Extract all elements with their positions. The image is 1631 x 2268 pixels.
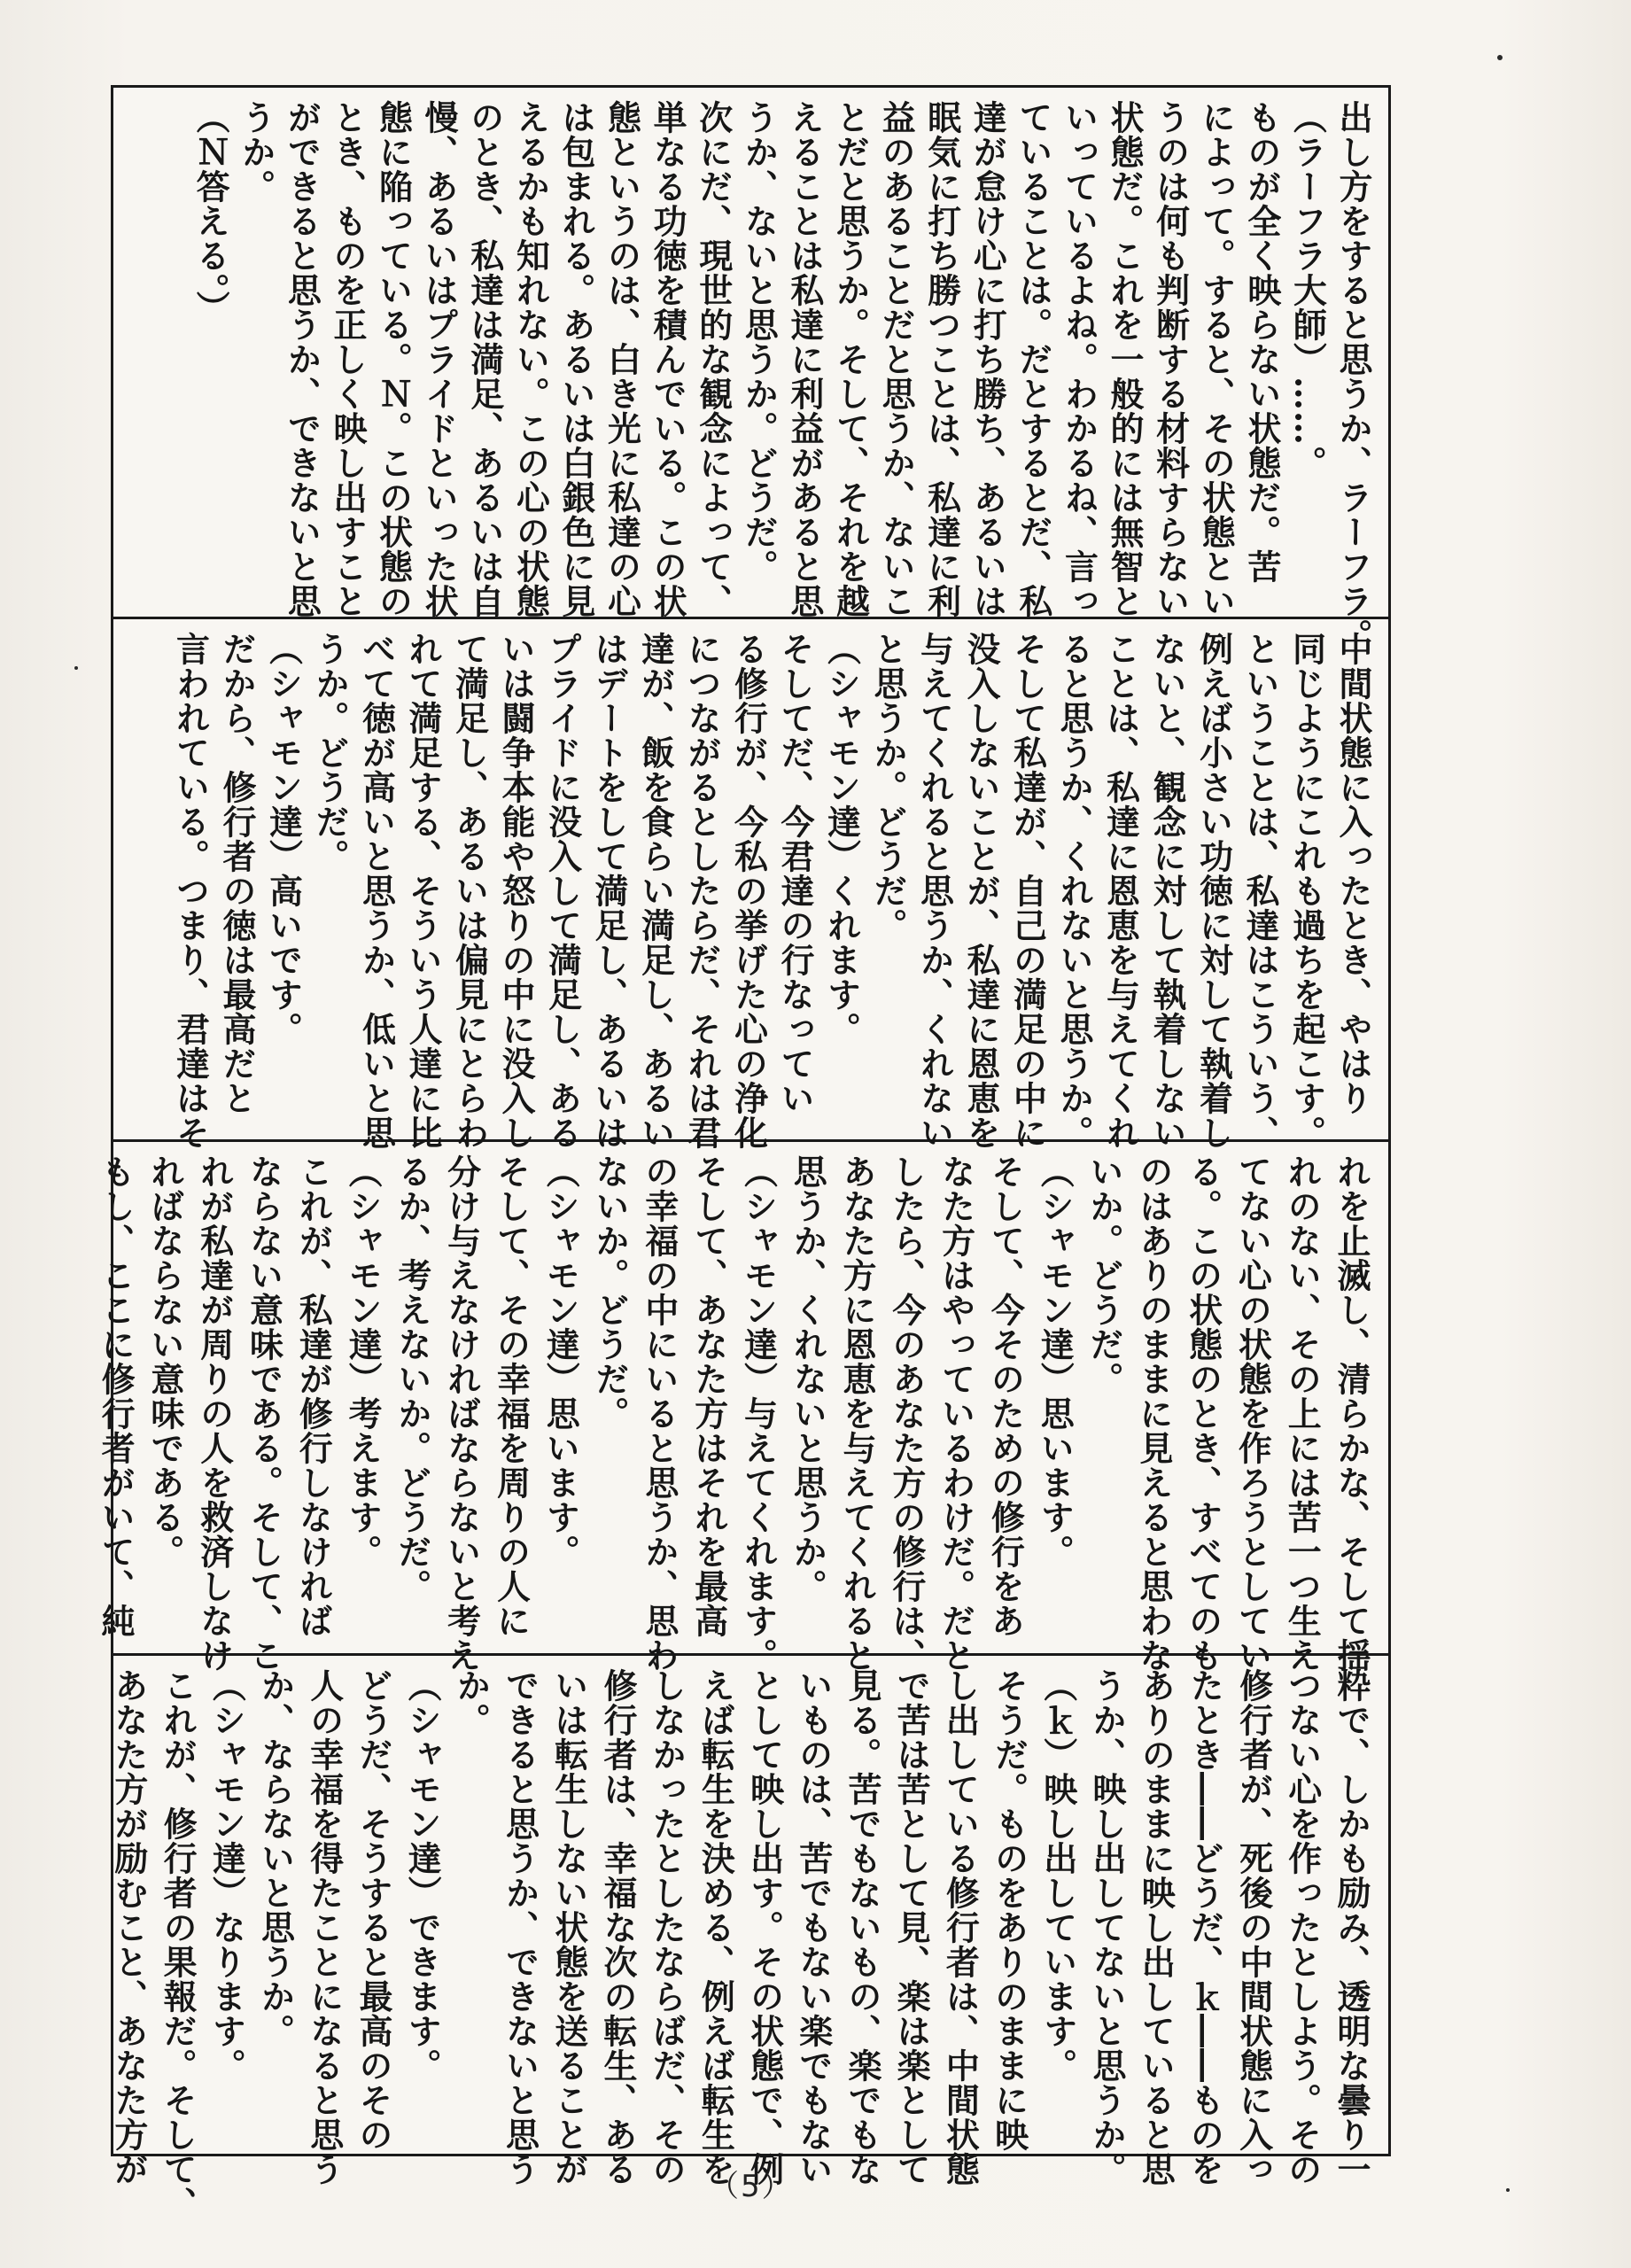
text-line: ればならない意味である。 — [144, 1154, 185, 1569]
text-block-3 — [96, 1142, 1388, 1673]
text-line: いか。どうだ。 — [1084, 1154, 1125, 1396]
text-line: あなた方が励むこと、あなた方が — [108, 1668, 149, 2186]
text-line: として映し出す。その状態で、例 — [744, 1668, 785, 2186]
text-line: だから、修行者の徳は最高だと — [217, 632, 257, 1115]
text-line: につながるとしたらだ、それは君 — [682, 632, 722, 1150]
text-line: ていることは。だとするとだ、私 — [1013, 100, 1053, 618]
text-line: 出し方をすると思うか、ラーフラ。 — [1333, 100, 1373, 653]
text-line: れのない、その上には苦一つ生え — [1282, 1154, 1323, 1673]
text-line: 与えてくれると思うか、くれない — [914, 632, 955, 1150]
scan-speck — [1506, 2188, 1510, 2192]
text-line: もし、ここに修行者がいて、純 — [96, 1154, 136, 1638]
text-line: 見る。苦でもないもの、楽でもな — [842, 1668, 882, 2186]
text-line: 人の幸福を得たことになると思う — [304, 1668, 345, 2186]
text-line: 慢、あるいはプライドといった状 — [419, 100, 460, 618]
scan-speck — [1497, 55, 1503, 60]
text-line: （シャモン達）くれます。 — [821, 632, 862, 1046]
text-line: そしてだ、今君達の行なってい — [775, 632, 815, 1115]
text-line: る修行が、今私の挙げた心の浄化 — [728, 632, 769, 1150]
text-line: の幸福の中にいると思うか、思わ — [639, 1154, 680, 1673]
text-line: したら、今のあなた方の修行は、 — [886, 1154, 927, 1673]
text-line: そして、その幸福を周りの人に — [491, 1154, 532, 1638]
text-line: これが、私達が修行しなければ — [293, 1154, 334, 1638]
vertical-text — [122, 632, 1376, 1150]
text-line: （シャモン達）できます。 — [402, 1668, 443, 2083]
text-line: 次にだ、現世的な観念によって、 — [693, 100, 734, 618]
text-line: ると思うか、くれないと思うか。 — [1054, 632, 1094, 1150]
text-line: （ラーフラ大師）……。 — [1287, 100, 1328, 480]
text-line: （ｋ）映し出しています。 — [1037, 1668, 1078, 2083]
text-line: 達が怠け心に打ち勝ち、あるいは — [967, 100, 1008, 618]
text-line: あなた方に恩恵を与えてくれると — [837, 1154, 878, 1673]
text-line: るか、考えないか。どうだ。 — [392, 1154, 432, 1604]
text-line: （シャモン達）高いです。 — [263, 632, 304, 1046]
text-line: 同じようにこれも過ちを起こす。 — [1286, 632, 1327, 1150]
text-line: 中間状態に入ったとき、やはり — [1333, 632, 1373, 1115]
text-line: れを止滅し、清らかな、そして揺 — [1332, 1154, 1371, 1673]
text-line: る。この状態のとき、すべてのも — [1183, 1154, 1223, 1673]
vertical-text — [108, 1668, 1376, 2221]
text-line: 達が、飯を食らい満足し、あるい — [635, 632, 676, 1150]
text-line: 単なる功徳を積んでいる。この状 — [648, 100, 688, 618]
text-line: ないと、観念に対して執着しない — [1147, 632, 1187, 1150]
text-line: えることは私達に利益があると思 — [784, 100, 825, 618]
text-line: 益のあることだと思うか、ないこ — [876, 100, 917, 618]
text-block-1 — [113, 88, 1388, 653]
text-line: えば転生を決める、例えば転生を — [695, 1668, 736, 2186]
text-line: ありのままに映し出していると思 — [1136, 1668, 1177, 2186]
text-line: （Ｎ答える。） — [190, 100, 231, 325]
text-line: そして、今そのための修行をあ — [985, 1154, 1026, 1638]
text-line: ことは、私達に恩恵を与えてくれ — [1100, 632, 1141, 1150]
text-line: ならない意味である。そして、こ — [244, 1154, 284, 1673]
text-frame — [96, 85, 1391, 2221]
text-line: うか、ないと思うか。どうだ。 — [739, 100, 780, 584]
text-line: 状態だ。これを一般的には無智と — [1105, 100, 1146, 618]
text-line: （シャモン達）考えます。 — [343, 1154, 384, 1569]
text-line: のとき、私達は満足、あるいは自 — [464, 100, 505, 618]
text-line: て満足し、あるいは偏見にとらわ — [449, 632, 490, 1150]
text-line: とだと思うか。そして、それを越 — [830, 100, 871, 618]
text-line: はデートをして満足し、あるいは — [589, 632, 629, 1150]
text-line: どうだ、そうすると最高のその — [353, 1668, 393, 2152]
text-line: 例えば小さい功徳に対して執着し — [1193, 632, 1234, 1150]
text-line: いは転生しない状態を送ることが — [548, 1668, 589, 2186]
text-line: うか。どうだ。 — [310, 632, 350, 874]
text-line: 眠気に打ち勝つことは、私達に利 — [921, 100, 962, 618]
text-line: （シャモン達）与えてくれます。 — [738, 1154, 779, 1673]
text-line: しなかったとしたならばだ、その — [647, 1668, 687, 2186]
text-line: ないか。どうだ。 — [590, 1154, 631, 1431]
text-line: と思うか。どうだ。 — [868, 632, 908, 943]
text-line: 修行者が、死後の中間状態に入っ — [1233, 1668, 1274, 2186]
scan-speck — [74, 666, 78, 670]
text-line: そうだ。ものをありのままに映 — [989, 1668, 1029, 2152]
text-line: ができると思うか、できないと思 — [282, 100, 322, 618]
text-line: そして私達が、自己の満足の中に — [1007, 632, 1048, 1150]
text-line: できると思うか、できないと思う — [500, 1668, 540, 2186]
text-line: プライドに没入して満足し、ある — [542, 632, 583, 1150]
text-line: のはありのままに見えると思わな — [1133, 1154, 1174, 1673]
text-line: 言われている。つまり、君達はそ — [170, 632, 211, 1150]
text-line: なた方はやっているわけだ。だと — [936, 1154, 976, 1673]
page-number: （5） — [709, 2169, 794, 2204]
text-line: そして、あなた方はそれを最高 — [688, 1154, 729, 1638]
text-line: たとき――どうだ、ｋ――ものを — [1184, 1668, 1225, 2186]
text-line: 修行者は、幸福な次の転生、ある — [597, 1668, 638, 2186]
text-line: れて満足する、そういう人達に比 — [403, 632, 443, 1150]
text-line: ということは、私達はこういう、 — [1240, 632, 1280, 1150]
text-line: べて徳が高いと思うか、低いと思 — [356, 632, 397, 1150]
text-line: うのは何も判断する材料すらない — [1150, 100, 1191, 618]
text-line: によって。すると、その状態とい — [1196, 100, 1237, 618]
text-line: 粋で、しかも励み、透明な曇り一 — [1332, 1668, 1371, 2186]
text-line: とき、ものを正しく映し出すこと — [327, 100, 368, 618]
text-line: これが、修行者の果報だ。そして、 — [158, 1668, 198, 2221]
text-line: し出している修行者は、中間状態 — [940, 1668, 981, 2186]
text-line: うか、映し出してないと思うか。 — [1086, 1668, 1127, 2186]
text-line: えるかも知れない。この心の状態 — [510, 100, 551, 618]
text-line: （シャモン達）思います。 — [540, 1154, 581, 1569]
text-line: 分け与えなければならないと考え — [441, 1154, 482, 1673]
text-line: うか。 — [236, 100, 276, 204]
text-line: で苦は苦として見、楽は楽として — [891, 1668, 932, 2186]
text-line: つない心を作ったとしよう。その — [1282, 1668, 1323, 2186]
text-line: 没入しないことが、私達に恩恵を — [961, 632, 1001, 1150]
vertical-text — [96, 1154, 1376, 1673]
text-line: いは闘争本能や怒りの中に没入し — [496, 632, 536, 1150]
text-line: てない心の状態を作ろうとしてい — [1232, 1154, 1273, 1673]
text-line: れが私達が周りの人を救済しなけ — [194, 1154, 235, 1673]
text-line: か、ならないと思うか。 — [255, 1668, 296, 2048]
text-line: 態に陥っている。Ｎ。この状態の — [373, 100, 414, 618]
text-block-2 — [113, 619, 1388, 1150]
text-line: （シャモン達）なります。 — [206, 1668, 247, 2083]
text-line: いっているよね。わかるね、言っ — [1059, 100, 1099, 618]
text-line: いものは、苦でもない楽でもない — [793, 1668, 834, 2186]
text-line: 態というのは、白き光に私達の心 — [602, 100, 642, 618]
text-line: （シャモン達）思います。 — [1035, 1154, 1076, 1569]
text-line: か。 — [451, 1668, 492, 1737]
text-line: は包まれる。あるいは白銀色に見 — [555, 100, 596, 618]
text-line: 思うか、くれないと思うか。 — [788, 1154, 828, 1604]
text-line: ものが全く映らない状態だ。苦 — [1241, 100, 1282, 584]
vertical-text — [122, 100, 1376, 653]
text-block-4 — [108, 1656, 1388, 2221]
